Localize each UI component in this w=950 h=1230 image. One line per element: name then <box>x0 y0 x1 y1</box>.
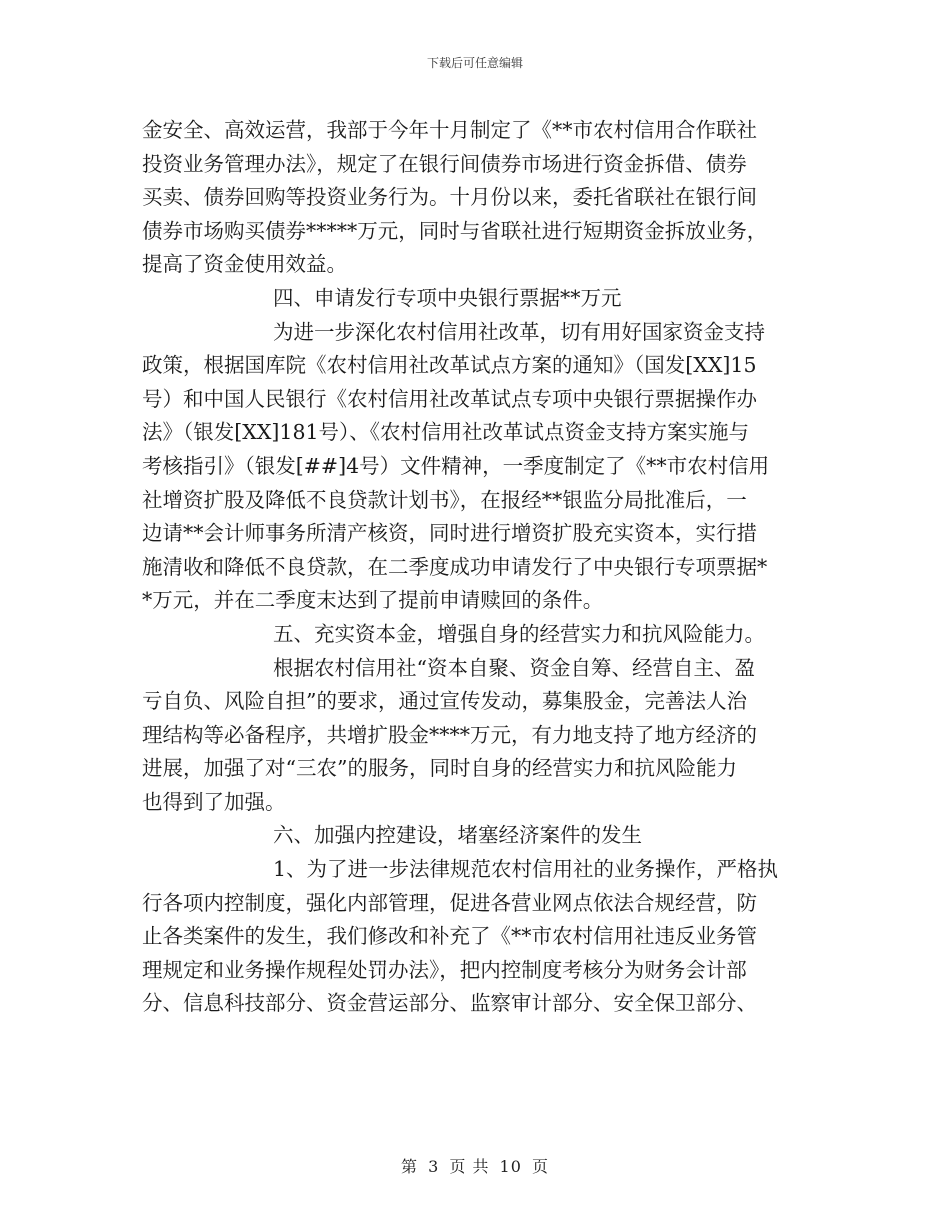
text-line: 进展，加强了对“三农”的服务，同时自身的经营实力和抗风险能力 <box>142 756 737 781</box>
page-footer <box>0 1154 950 1177</box>
text-line: 社增资扩股及降低不良贷款计划书》，在报经**银监分局批准后，一 <box>142 487 747 512</box>
text-line: 边请**会计师事务所清产核资，同时进行增资扩股充实资本，实行措 <box>142 521 757 546</box>
text-line: 六、加强内控建设，堵塞经济案件的发生 <box>273 823 642 848</box>
text-line: 为进一步深化农村信用社改革，切有用好国家资金支持 <box>273 319 765 344</box>
text-line: 行各项内控制度，强化内部管理，促进各营业网点依法合规经营，防 <box>142 890 757 915</box>
footer-prefix: 第 <box>400 1157 418 1176</box>
total-pages-number: 10 <box>499 1157 522 1176</box>
footer-middle: 页 共 <box>449 1157 490 1176</box>
text-line: 分、信息科技部分、资金营运部分、监察审计部分、安全保卫部分、 <box>142 991 757 1016</box>
text-line: 投资业务管理办法》，规定了在银行间债券市场进行资金拆借、债券 <box>142 151 747 176</box>
text-line: 考核指引》（银发[##]4号）文件精神，一季度制定了《**市农村信用 <box>142 453 770 478</box>
text-line: 法》（银发[XX]181号）、《农村信用社改革试点资金支持方案实施与 <box>142 420 750 445</box>
text-line: 债券市场购买债券*****万元，同时与省联社进行短期资金拆放业务， <box>142 218 768 243</box>
text-line: 买卖、债券回购等投资业务行为。十月份以来，委托省联社在银行间 <box>142 185 757 210</box>
text-line: 政策，根据国库院《农村信用社改革试点方案的通知》（国发[XX]15 <box>142 353 757 378</box>
text-line: 号）和中国人民银行《农村信用社改革试点专项中央银行票据操作办 <box>142 386 757 411</box>
text-line: 止各类案件的发生，我们修改和补充了《**市农村信用社违反业务管 <box>142 924 757 949</box>
text-line: 四、申请发行专项中央银行票据**万元 <box>273 285 622 310</box>
text-line: 根据农村信用社“资本自聚、资金自筹、经营自主、盈 <box>273 655 755 680</box>
text-line: *万元，并在二季度末达到了提前申请赎回的条件。 <box>142 588 604 613</box>
footer-suffix: 页 <box>532 1157 550 1176</box>
text-line: 也得到了加强。 <box>142 789 286 814</box>
text-line: 1、为了进一步法律规范农村信用社的业务操作，严格执 <box>273 857 779 882</box>
text-line: 理规定和业务操作规程处罚办法》，把内控制度考核分为财务会计部 <box>142 957 747 982</box>
text-line: 金安全、高效运营，我部于今年十月制定了《**市农村信用合作联社 <box>142 118 757 142</box>
page-header: 下载后可任意编辑 <box>426 56 523 70</box>
document-body <box>142 114 810 1021</box>
text-line: 理结构等必备程序，共增扩股金****万元，有力地支持了地方经济的 <box>142 722 757 747</box>
text-line: 施清收和降低不良贷款，在二季度成功申请发行了中央银行专项票据* <box>142 554 768 579</box>
text-line: 五、充实资本金，增强自身的经营实力和抗风险能力。 <box>273 621 765 646</box>
current-page-number: 3 <box>428 1157 440 1176</box>
text-line: 提高了资金使用效益。 <box>142 252 347 277</box>
text-line: 亏自负、风险自担”的要求，通过宣传发动，募集股金，完善法人治 <box>142 689 747 714</box>
